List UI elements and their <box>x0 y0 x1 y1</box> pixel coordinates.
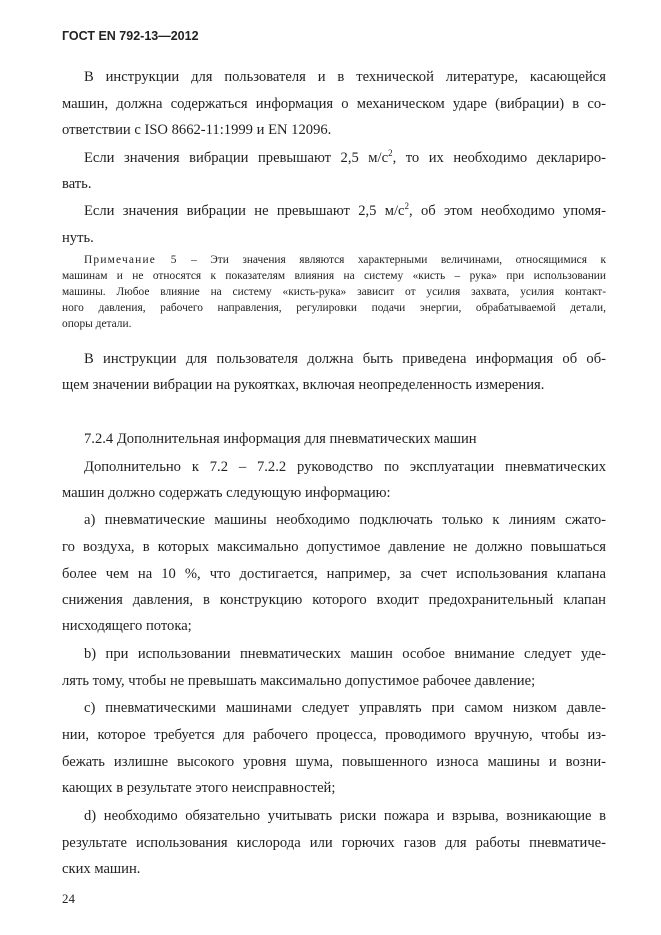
para3-text-b: , об этом необходимо упомя- <box>409 203 606 219</box>
item-d-line1: d) необходимо обязательно учитывать риски пожара и взрыва, возникающие в <box>84 808 606 824</box>
item-c-line2: нии, которое требуется для рабочего процесса, проводимого вручную, чтобы из- <box>62 727 606 743</box>
section-intro-line1: Дополнительно к 7.2 – 7.2.2 руководство по эксплуатации пневматических <box>84 459 606 475</box>
note-line1 <box>62 252 606 268</box>
item-b-line2: лять тому, чтобы не превышать максимально допустимое рабочее давление; <box>62 673 536 689</box>
page-number: 24 <box>62 891 75 906</box>
note-line4: ного давления, рабочего направления, регулировки подачи энергии, обрабатываемой детали, <box>62 302 606 314</box>
para1-line2: машин, должна содержаться информация о механическом ударе (вибрации) в со- <box>62 96 606 112</box>
para3-line1 <box>62 201 606 221</box>
item-a-line5: нисходящего потока; <box>62 618 192 634</box>
para1-line1: В инструкции для пользователя и в технической литературе, касающейся <box>84 69 606 85</box>
note-label: Примечание 5 <box>84 254 178 266</box>
item-a-line4: снижения давления, в конструкцию которого входит предохранительный клапан <box>62 592 606 608</box>
item-b-line1: b) при использовании пневматических машин особое внимание следует уде- <box>84 646 606 662</box>
para2-line1 <box>62 148 606 168</box>
section-intro-line2: машин должно содержать следующую информацию: <box>62 485 391 501</box>
para2-line2: вать. <box>62 176 92 192</box>
para4-line1: В инструкции для пользователя должна быть приведена информация об об- <box>84 351 606 367</box>
para3-text-a: Если значения вибрации не превышают 2,5 м/с <box>84 203 405 219</box>
item-c-line3: бежать излишне высокого уровня шума, повышенного износа машины и возни- <box>62 754 606 770</box>
item-c-line1: с) пневматическими машинами следует управлять при самом низком давле- <box>84 700 606 716</box>
item-d-line2: результате использования кислорода или горючих газов для работы пневматиче- <box>62 835 606 851</box>
para2-text-b: , то их необходимо деклариро- <box>392 150 607 166</box>
para3-line2: нуть. <box>62 230 94 246</box>
item-c-line4: кающих в результате этого неисправностей; <box>62 780 336 796</box>
para1-line3: ответствии с ISO 8662-11:1999 и EN 12096. <box>62 122 332 138</box>
note-line3: машины. Любое влияние на систему «кисть-рука» зависит от усилия захвата, усилия контакт- <box>62 286 606 298</box>
note-line5: опоры детали. <box>62 318 132 330</box>
superscript: 2 <box>388 148 393 159</box>
para4-line2: щем значении вибрации на рукоятках, включая неопределенность измерения. <box>62 377 545 393</box>
note-line2: машинам и не относятся к показателям влияния на систему «кисть – рука» при использовании <box>62 270 606 282</box>
section-heading: 7.2.4 Дополнительная информация для пневматических машин <box>84 431 477 447</box>
note-text: – Эти значения являются характерными величинами, относящимися к <box>177 254 606 266</box>
item-a-line3: более чем на 10 %, что достигается, например, за счет использования клапана <box>62 566 606 582</box>
superscript: 2 <box>404 201 410 212</box>
para2-text-a: Если значения вибрации превышают 2,5 м/с <box>84 150 389 166</box>
item-a-line1: а) пневматические машины необходимо подключать только к линиям сжато- <box>84 512 606 528</box>
item-a-line2: го воздуха, в которых максимально допустимое давление не должно повышаться <box>62 539 606 555</box>
item-d-line3: ских машин. <box>62 861 141 877</box>
document-header: ГОСТ EN 792-13—2012 <box>62 29 199 43</box>
